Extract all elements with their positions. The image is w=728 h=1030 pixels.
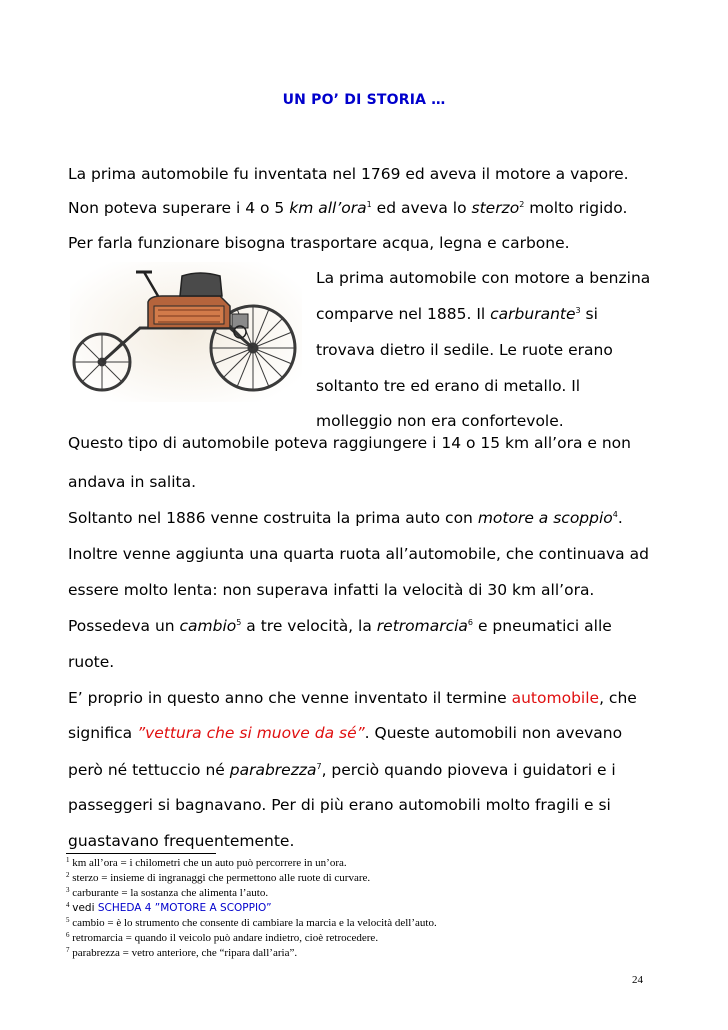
term-cambio: cambio — [179, 617, 237, 635]
term-carburante: carburante — [490, 305, 576, 323]
footnote-4: $^4$ vedi SCHEDA 4 ”MOTORE A SCOPPIO” — [66, 901, 272, 914]
term-km-all-ora: km all’ora — [289, 199, 367, 217]
antique-car-illustration — [70, 262, 302, 402]
quote-vettura-highlight: ”vettura che si muove da sé” — [137, 724, 365, 742]
paragraph-line-12: significa ”vettura che si muove da sé”. Queste automobili non avevano — [68, 724, 623, 742]
term-motore-a-scoppio: motore a scoppio — [477, 509, 613, 527]
term-sterzo: sterzo — [471, 199, 520, 217]
right-text-line-5: molleggio non era confortevole. — [316, 412, 564, 430]
paragraph-line-13: però né tettuccio né parabrezza$^7$, perciò quando pioveva i guidatori e i — [68, 761, 616, 779]
paragraph-line-15: guastavano frequentemente. — [68, 832, 295, 850]
footnote-1: $^1$ km all’ora = i chilometri che un auto può percorrere in un’ora. — [66, 856, 347, 869]
footnote-5: $^5$ cambio = è lo strumento che consente di cambiare la marcia e la velocità dell’auto. — [66, 916, 437, 929]
footnote-6: $^6$ retromarcia = quando il veicolo può andare indietro, cioè retrocedere. — [66, 931, 379, 944]
page-number: 24 — [632, 974, 643, 986]
paragraph-line-4: Questo tipo di automobile poteva raggiungere i 14 o 15 km all’ora e non — [68, 434, 631, 452]
footnote-separator — [66, 853, 216, 854]
paragraph-line-3: Per farla funzionare bisogna trasportare acqua, legna e carbone. — [68, 234, 570, 252]
right-text-line-4: soltanto tre ed erano di metallo. Il — [316, 377, 581, 395]
paragraph-line-6: Soltanto nel 1886 venne costruita la prima auto con motore a scoppio$^4$. — [68, 509, 623, 527]
footnote-7: $^7$ parabrezza = vetro anteriore, che “ripara dall’aria”. — [66, 946, 298, 959]
paragraph-line-10: ruote. — [68, 653, 115, 671]
paragraph-line-1: La prima automobile fu inventata nel 1769 ed aveva il motore a vapore. — [68, 165, 629, 183]
footnote-3: $^3$ carburante = la sostanza che alimenta l’auto. — [66, 886, 269, 899]
paragraph-line-2: Non poteva superare i 4 o 5 km all’ora$^1$ ed aveva lo sterzo$^2$ molto rigido. — [68, 199, 628, 217]
paragraph-line-11: E’ proprio in questo anno che venne inventato il termine automobile, che — [68, 689, 637, 707]
paragraph-line-5: andava in salita. — [68, 473, 197, 491]
paragraph-line-7: Inoltre venne aggiunta una quarta ruota all’automobile, che continuava ad — [68, 545, 649, 563]
term-parabrezza: parabrezza — [229, 761, 317, 779]
term-retromarcia: retromarcia — [376, 617, 468, 635]
right-text-line-1: La prima automobile con motore a benzina — [316, 269, 651, 287]
paragraph-line-8: essere molto lenta: non superava infatti la velocità di 30 km all’ora. — [68, 581, 595, 599]
right-text-line-3: trovava dietro il sedile. Le ruote erano — [316, 341, 613, 359]
paragraph-line-14: passeggeri si bagnavano. Per di più erano automobili molto fragili e si — [68, 796, 611, 814]
footnote-2: $^2$ sterzo = insieme di ingranaggi che permettono alle ruote di curvare. — [66, 871, 371, 884]
scheda-4-link[interactable]: SCHEDA 4 ”MOTORE A SCOPPIO” — [97, 902, 272, 914]
page-title: UN PO’ DI STORIA … — [282, 92, 446, 108]
term-automobile-highlight: automobile — [511, 689, 600, 707]
right-text-line-2: comparve nel 1885. Il carburante$^3$ si — [316, 305, 598, 323]
paragraph-line-9: Possedeva un cambio$^5$ a tre velocità, la retromarcia$^6$ e pneumatici alle — [68, 617, 612, 635]
